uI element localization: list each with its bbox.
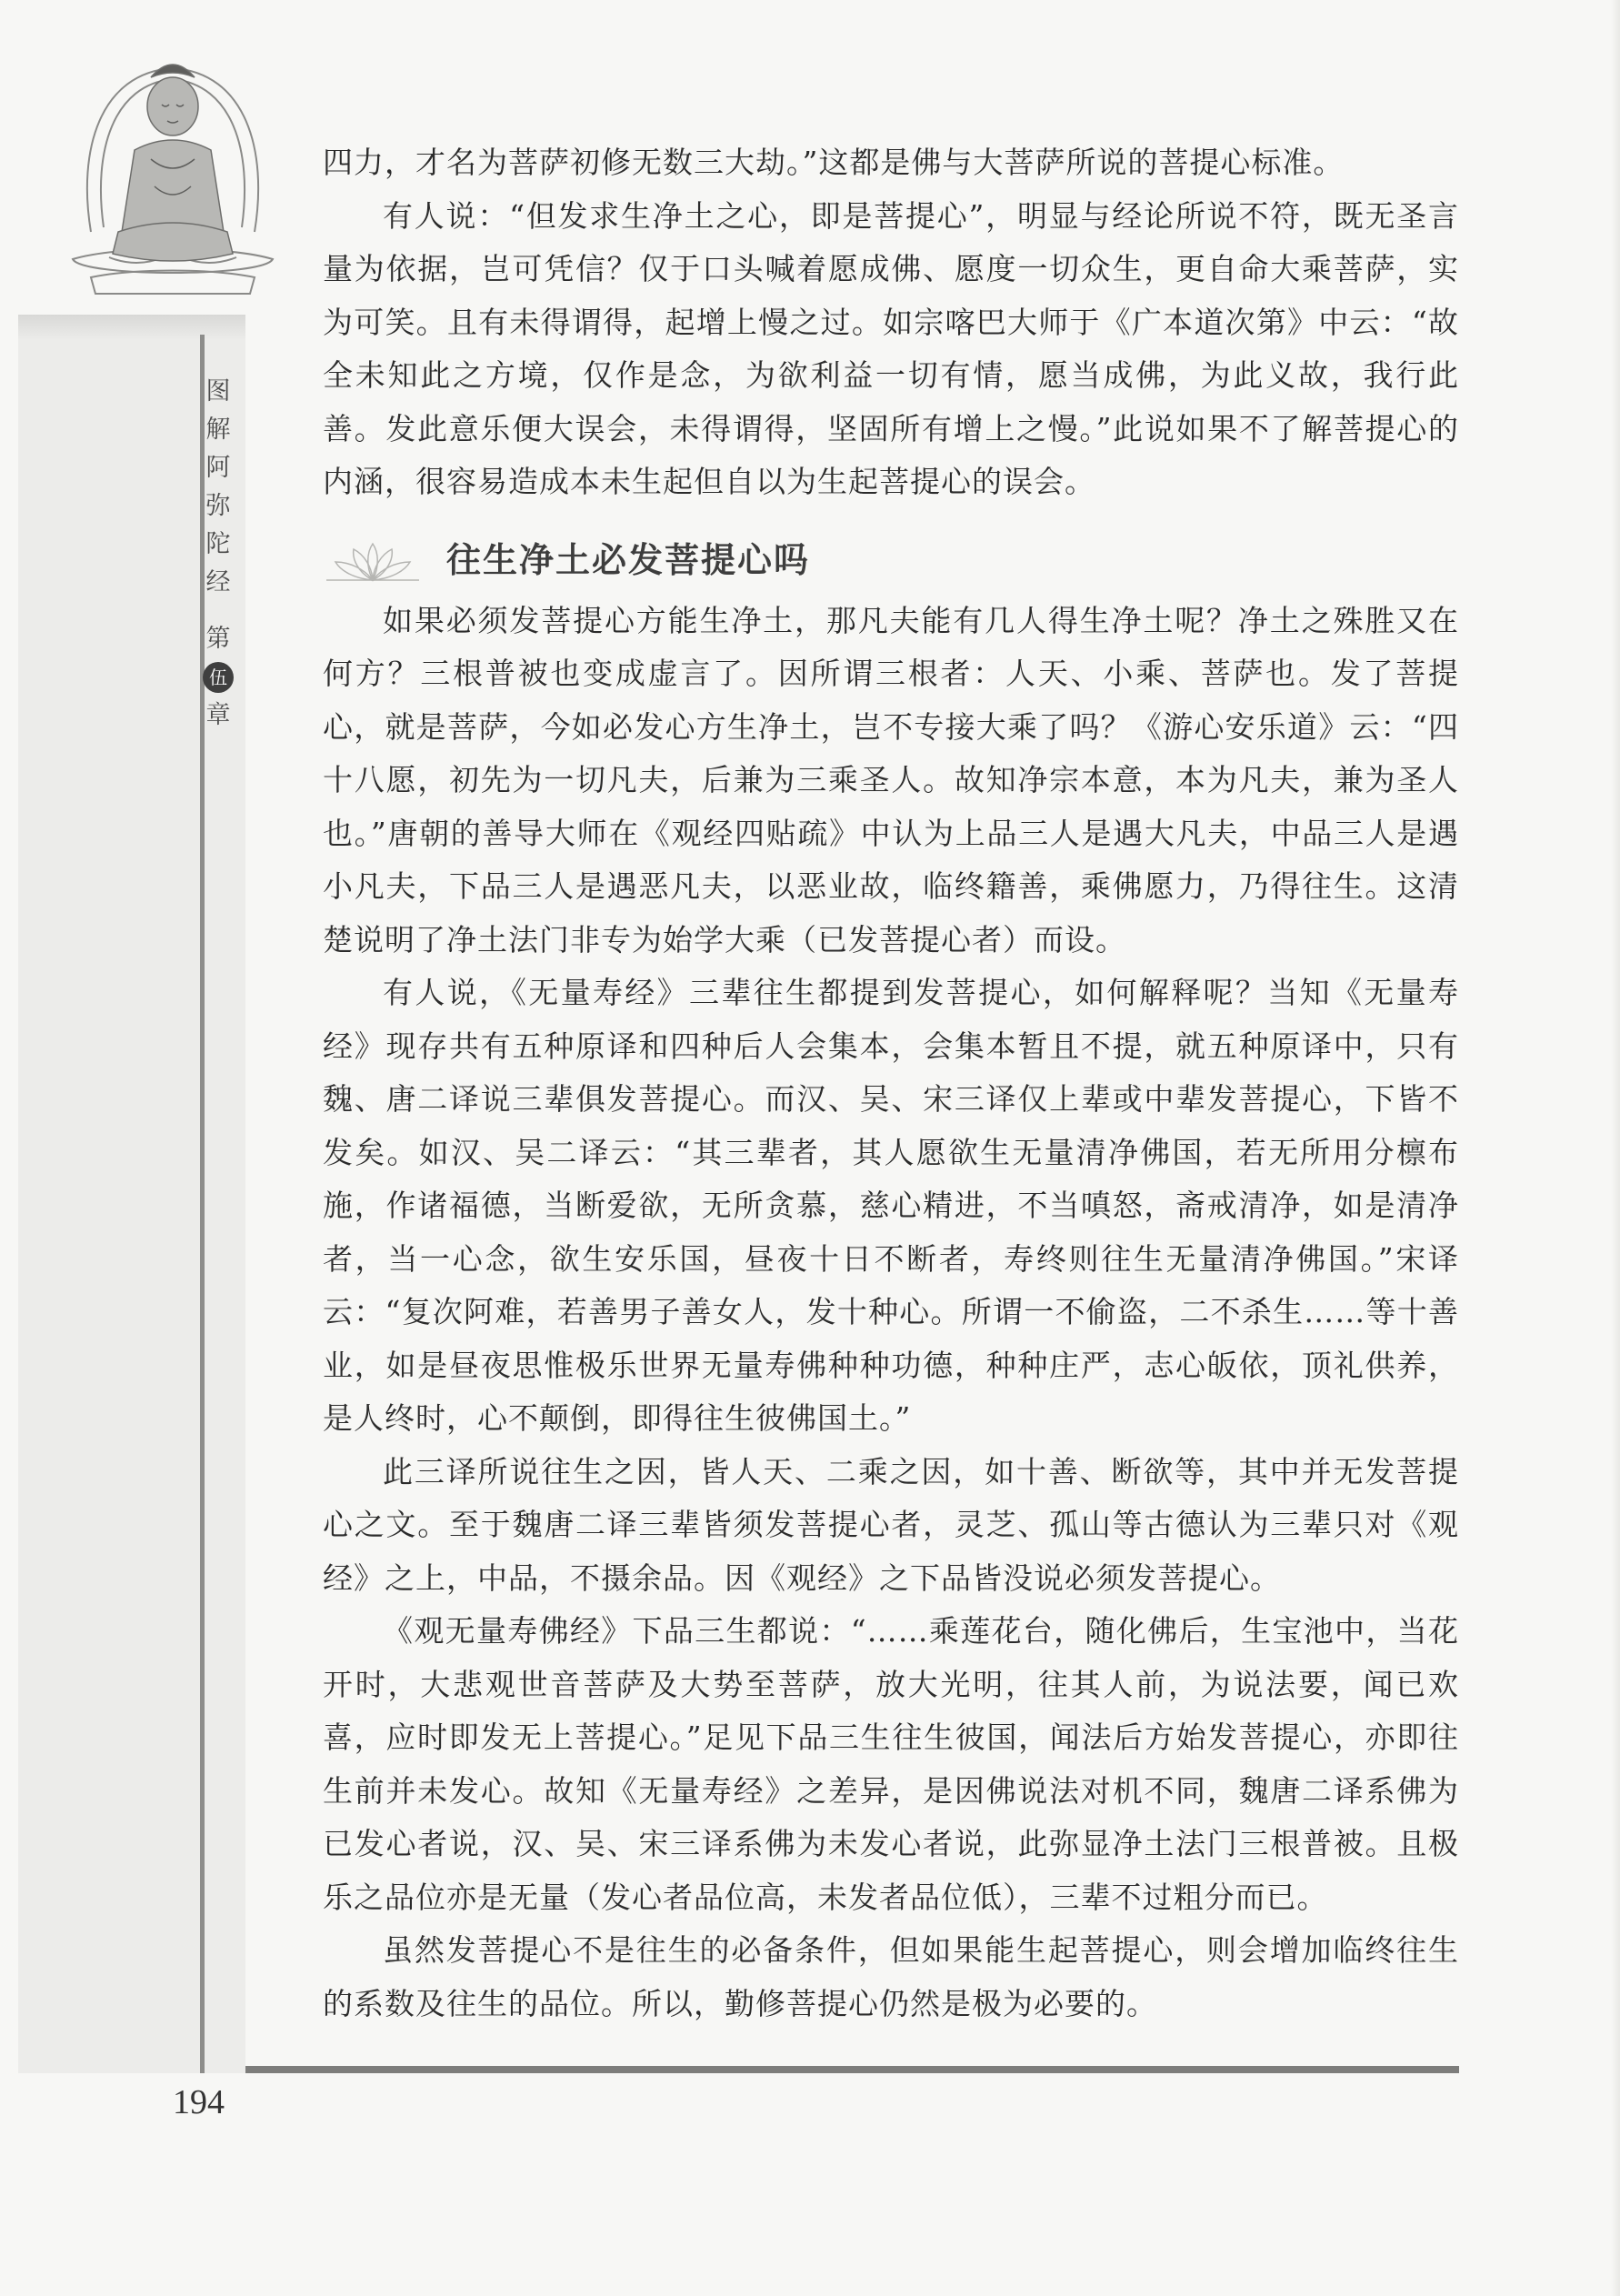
paragraph: 有人说：“但发求生净土之心，即是菩提心”，明显与经论所说不符，既无圣言量为依据，岂可凭信？仅于口头喊着愿成佛、愿度一切众生，更自命大乘菩萨，实为可笑。且有未得谓得，起增上慢之过。如宗喀巴大师于《广本道次第》中云：“故全未知此之方境，仅作是念，为欲利益一切有情，愿当成佛，为此义故，我行此善。发此意乐便大误会，未得谓得，坚固所有增上之慢。”此说如果不了解菩提心的内涵，很容易造成本未生起但自以为生起菩提心的误会。 bbox=[323, 197, 1459, 499]
section-heading bbox=[323, 529, 1459, 595]
running-book-title bbox=[200, 373, 236, 735]
paragraph: 此三译所说往生之因，皆人天、二乘之因，如十善、断欲等，其中并无发菩提心之文。至于魏唐二译三辈皆须发菩提心者，灵芝、孤山等古德认为三辈只对《观经》之上，中品，不摄余品。因《观经》之下品皆没说必须发菩提心。 bbox=[323, 1453, 1459, 1596]
book-title-char: 经 bbox=[205, 568, 231, 597]
footer-rule bbox=[245, 2066, 1459, 2073]
book-title-char: 解 bbox=[205, 416, 231, 444]
paragraph: 有人说，《无量寿经》三辈往生都提到发菩提心，如何解释呢？当知《无量寿经》现存共有五种原译和四种后人会集本，会集本暂且不提，就五种原译中，只有魏、唐二译说三辈俱发菩提心。而汉、吴、宋三译仅上辈或中辈发菩提心，下皆不发矣。如汉、吴二译云：“其三辈者，其人愿欲生无量清净佛国，若无所用分檩布施，作诸福德，当断爱欲，无所贪慕，慈心精进，不当嗔怒，斋戒清净，如是清净者，当一心念，欲生安乐国，昼夜十日不断者，寿终则往生无量清净佛国。”宋译云：“复次阿难，若善男子善女人，发十种心。所谓一不偷盗，二不杀生……等十善业，如是昼夜思惟极乐世界无量寿佛种种功德，种种庄严，志心皈依，顶礼供养，是人终时，心不颠倒，即得往生彼佛国土。” bbox=[323, 975, 1459, 1436]
paragraph: 四力，才名为菩萨初修无数三大劫。”这都是佛与大菩萨所说的菩提心标准。 bbox=[323, 145, 1345, 180]
page-edge bbox=[1611, 0, 1620, 2296]
paragraph: 虽然发菩提心不是往生的必备条件，但如果能生起菩提心，则会增加临终往生的系数及往生的品位。所以，勤修菩提心仍然是极为必要的。 bbox=[323, 1932, 1459, 2021]
book-title-char: 阿 bbox=[205, 454, 231, 482]
chapter-prefix: 第 bbox=[205, 625, 231, 653]
chapter-suffix: 章 bbox=[205, 701, 231, 729]
book-title-char: 图 bbox=[205, 377, 231, 406]
book-title-char: 弥 bbox=[205, 492, 231, 520]
paragraph: 《观无量寿佛经》下品三生都说：“……乘莲花台，随化佛后，生宝池中，当花开时，大悲观世音菩萨及大势至菩萨，放大光明，往其人前，为说法要，闻已欢喜，应时即发无上菩提心。”足见下品三生往生彼国，闻法后方始发菩提心，亦即往生前并未发心。故知《无量寿经》之差异，是因佛说法对机不同，魏唐二译系佛为已发心者说，汉、吴、宋三译系佛为未发心者说，此弥显净土法门三根普被。且极乐之品位亦是无量（发心者品位高，未发者品位低），三辈不过粗分而已。 bbox=[323, 1613, 1459, 1915]
lotus-icon bbox=[323, 540, 423, 584]
chapter-number-badge: 伍 bbox=[203, 662, 234, 693]
book-title-char: 陀 bbox=[205, 530, 231, 558]
page-number: 194 bbox=[173, 2083, 225, 2121]
buddha-illustration bbox=[64, 50, 282, 305]
main-text bbox=[323, 136, 1459, 2030]
title-gap bbox=[200, 602, 236, 620]
section-title: 往生净土必发菩提心吗 bbox=[446, 539, 811, 580]
sidebar-shade bbox=[18, 315, 245, 340]
paragraph: 如果必须发菩提心方能生净土，那凡夫能有几人得生净土呢？净土之殊胜又在何方？三根普被也变成虚言了。因所谓三根者：人天、小乘、菩萨也。发了菩提心，就是菩萨，今如必发心方生净土，岂不专接大乘了吗？《游心安乐道》云：“四十八愿，初先为一切凡夫，后兼为三乘圣人。故知净宗本意，本为凡夫，兼为圣人也。”唐朝的善导大师在《观经四贴疏》中认为上品三人是遇大凡夫，中品三人是遇小凡夫，下品三人是遇恶凡夫，以恶业故，临终籍善，乘佛愿力，乃得往生。这清楚说明了净土法门非专为始学大乘（已发菩提心者）而设。 bbox=[323, 602, 1459, 958]
